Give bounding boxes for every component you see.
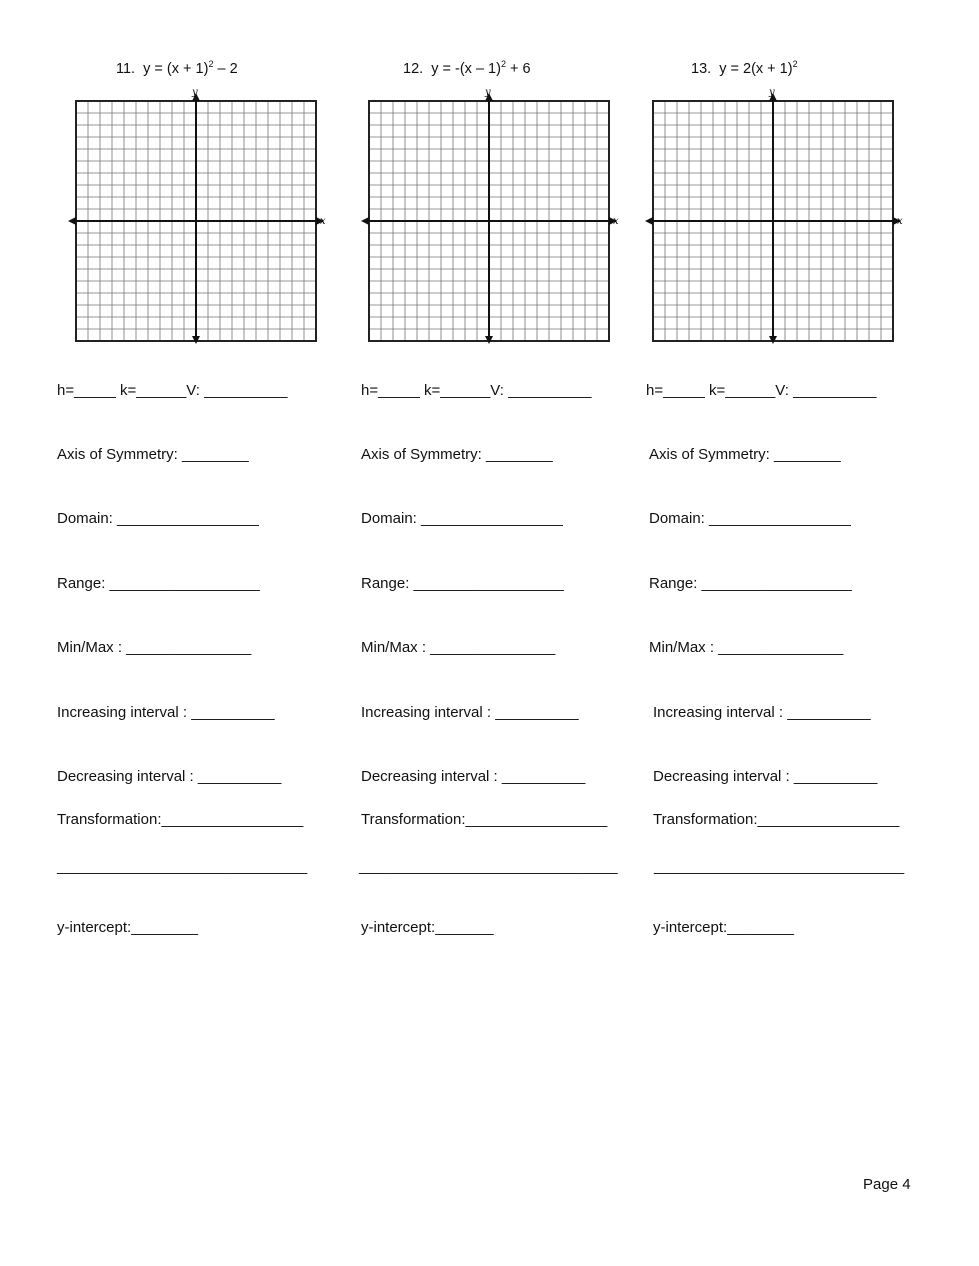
y-axis xyxy=(485,93,493,344)
x-axis-label: x xyxy=(613,216,619,227)
increasing-interval-field[interactable]: Increasing interval : __________ xyxy=(361,704,579,721)
axis-of-symmetry-field[interactable]: Axis of Symmetry: ________ xyxy=(649,446,841,463)
y-intercept-field[interactable]: y-intercept:_______ xyxy=(361,919,494,936)
transformation-continued-line[interactable]: ______________________________ xyxy=(654,858,905,875)
equation-tail: – 2 xyxy=(213,61,238,77)
problem-title xyxy=(116,59,238,77)
equation-exponent: 2 xyxy=(792,59,798,69)
page-number: Page 4 xyxy=(863,1176,911,1193)
range-field[interactable]: Range: __________________ xyxy=(57,575,260,592)
vertex-field[interactable]: h=_____ k=______V: __________ xyxy=(646,382,877,399)
transformation-field[interactable]: Transformation:_________________ xyxy=(653,811,900,828)
transformation-field[interactable]: Transformation:_________________ xyxy=(57,811,304,828)
coordinate-grid[interactable] xyxy=(68,86,334,346)
increasing-interval-field[interactable]: Increasing interval : __________ xyxy=(653,704,871,721)
y-axis xyxy=(769,93,777,344)
y-intercept-field[interactable]: y-intercept:________ xyxy=(653,919,794,936)
problem-number: 13. xyxy=(691,61,712,77)
coordinate-grid[interactable] xyxy=(645,86,911,346)
equation-base: y = 2(x + 1) xyxy=(719,61,793,77)
decreasing-interval-field[interactable]: Decreasing interval : __________ xyxy=(653,768,878,785)
equation-exponent: 2 xyxy=(208,59,214,69)
x-axis-label: x xyxy=(897,216,903,227)
range-field[interactable]: Range: __________________ xyxy=(649,575,852,592)
y-intercept-field[interactable]: y-intercept:________ xyxy=(57,919,198,936)
vertex-field[interactable]: h=_____ k=______V: __________ xyxy=(57,382,288,399)
decreasing-interval-field[interactable]: Decreasing interval : __________ xyxy=(361,768,586,785)
problem-number: 11. xyxy=(116,61,136,77)
domain-field[interactable]: Domain: _________________ xyxy=(649,510,851,527)
y-axis xyxy=(192,93,200,344)
y-axis-label: y xyxy=(769,87,775,98)
increasing-interval-field[interactable]: Increasing interval : __________ xyxy=(57,704,275,721)
range-field[interactable]: Range: __________________ xyxy=(361,575,564,592)
equation-exponent: 2 xyxy=(500,59,506,69)
y-axis-label: y xyxy=(192,87,198,98)
axis-of-symmetry-field[interactable]: Axis of Symmetry: ________ xyxy=(361,446,553,463)
axis-of-symmetry-field[interactable]: Axis of Symmetry: ________ xyxy=(57,446,249,463)
equation-base: y = -(x – 1) xyxy=(431,61,501,77)
problem-12 xyxy=(304,0,619,960)
min-max-field[interactable]: Min/Max : _______________ xyxy=(361,639,556,656)
domain-field[interactable]: Domain: _________________ xyxy=(57,510,259,527)
transformation-continued-line[interactable]: _______________________________ xyxy=(359,858,618,875)
problem-title xyxy=(691,59,798,77)
equation-tail: + 6 xyxy=(505,61,531,77)
y-axis-label: y xyxy=(485,87,491,98)
transformation-field[interactable]: Transformation:_________________ xyxy=(361,811,608,828)
equation-base: y = (x + 1) xyxy=(143,61,209,77)
problem-11 xyxy=(0,0,326,960)
problem-13 xyxy=(588,0,905,960)
min-max-field[interactable]: Min/Max : _______________ xyxy=(649,639,844,656)
vertex-field[interactable]: h=_____ k=______V: __________ xyxy=(361,382,592,399)
decreasing-interval-field[interactable]: Decreasing interval : __________ xyxy=(57,768,282,785)
min-max-field[interactable]: Min/Max : _______________ xyxy=(57,639,252,656)
problem-title xyxy=(403,59,531,77)
x-axis-label: x xyxy=(320,216,326,227)
domain-field[interactable]: Domain: _________________ xyxy=(361,510,563,527)
transformation-continued-line[interactable]: ______________________________ xyxy=(57,858,308,875)
problem-number: 12. xyxy=(403,61,424,77)
